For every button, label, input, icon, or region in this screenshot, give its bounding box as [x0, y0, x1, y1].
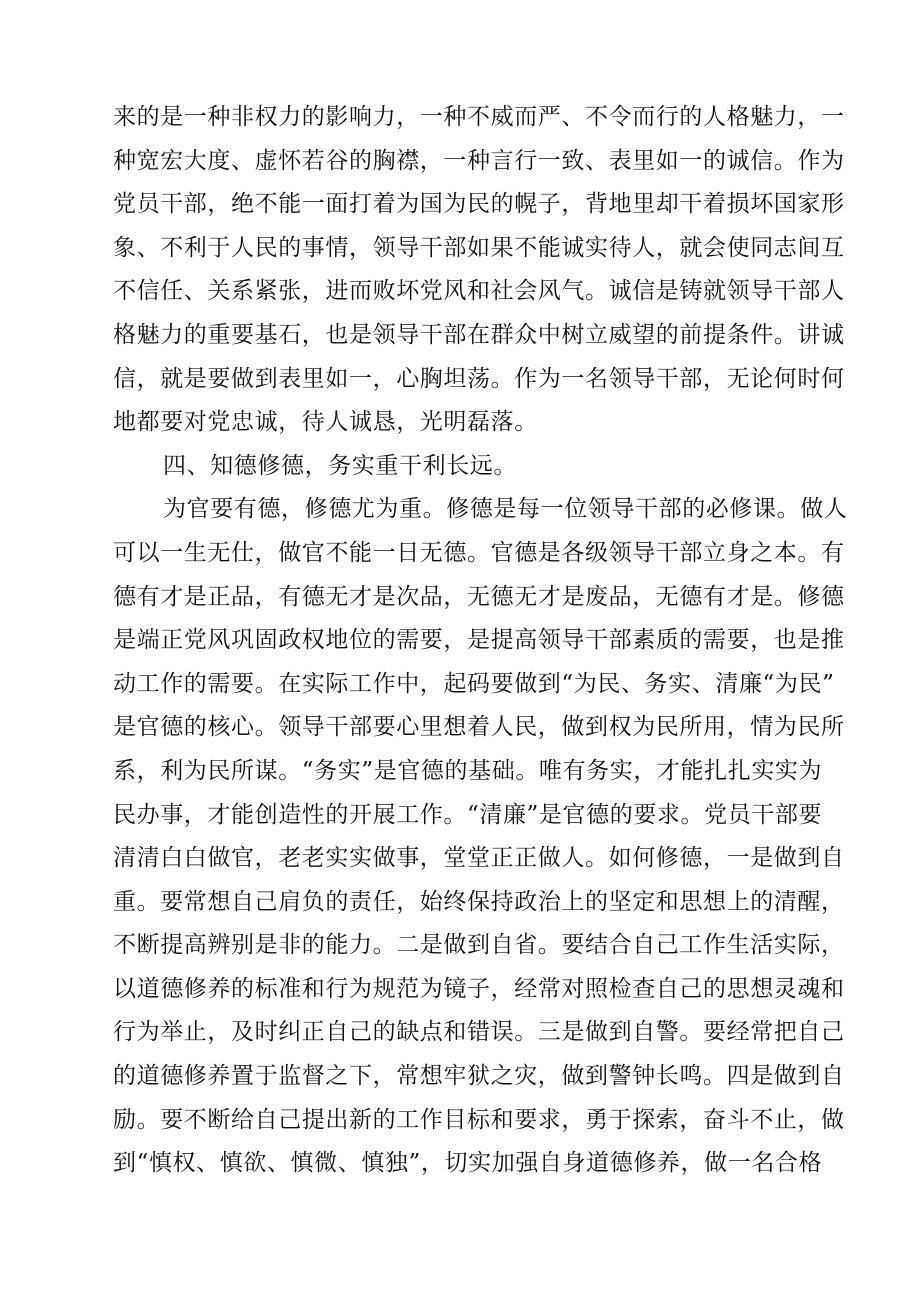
text-line: 德有才是正品，有德无才是次品，无德无才是废品，无德有才是。修德	[113, 583, 845, 610]
text-line: 格魅力的重要基石，也是领导干部在群众中树立威望的前提条件。讲诚	[113, 321, 845, 348]
text-line: 来的是一种非权力的影响力，一种不威而严、不令而行的人格魅力，一	[113, 104, 845, 130]
text-line: 不信任、关系紧张，进而败坏党风和社会风气。诚信是铸就领导干部人	[113, 278, 845, 305]
text-line: 的道德修养置于监督之下，常想牢狱之灾，做到警钟长鸣。四是做到自	[113, 1063, 845, 1090]
text-line: 地都要对党忠诚，待人诚恳，光明磊落。	[113, 409, 538, 436]
text-line: 是官德的核心。领导干部要心里想着人民，做到权为民所用，情为民所	[113, 714, 845, 741]
text-line: 到“慎权、慎欲、慎微、慎独”，切实加强自身道德修养，做一名合格	[113, 1150, 823, 1177]
text-line: 系，利为民所谋。“务实”是官德的基础。唯有务实，才能扎扎实实为	[113, 757, 823, 784]
text-line: 是端正党风巩固政权地位的需要，是提高领导干部素质的需要，也是推	[113, 627, 845, 654]
text-line: 不断提高辨别是非的能力。二是做到自省。要结合自己工作生活实际，	[113, 932, 845, 959]
text-line: 动工作的需要。在实际工作中，起码要做到“为民、务实、清廉“为民”	[113, 670, 835, 697]
text-line: 以道德修养的标准和行为规范为镜子，经常对照检查自己的思想灵魂和	[113, 975, 845, 1002]
section-heading: 四、知德修德，务实重干利长远。	[163, 452, 517, 479]
text-line: 信，就是要做到表里如一，心胸坦荡。作为一名领导干部，无论何时何	[113, 365, 845, 392]
text-line: 重。要常想自己肩负的责任，始终保持政治上的坚定和思想上的清醒，	[113, 888, 845, 915]
text-line: 可以一生无仕，做官不能一日无德。官德是各级领导干部立身之本。有	[113, 539, 845, 566]
text-line: 种宽宏大度、虚怀若谷的胸襟，一种言行一致、表里如一的诚信。作为	[113, 147, 845, 174]
text-line: 党员干部，绝不能一面打着为国为民的幌子，背地里却干着损坏国家形	[113, 191, 845, 218]
text-line: 励。要不断给自己提出新的工作目标和要求，勇于探索，奋斗不止，做	[113, 1106, 845, 1133]
text-line: 行为举止，及时纠正自己的缺点和错误。三是做到自警。要经常把自己	[113, 1019, 845, 1046]
document-body	[113, 96, 848, 1186]
text-line: 民办事，才能创造性的开展工作。“清廉”是官德的要求。党员干部要	[113, 801, 823, 828]
text-line: 为官要有德，修德尤为重。修德是每一位领导干部的必修课。做人	[163, 496, 848, 523]
text-line: 清清白白做官，老老实实做事，堂堂正正做人。如何修德，一是做到自	[113, 845, 845, 872]
text-line: 象、不利于人民的事情，领导干部如果不能诚实待人，就会使同志间互	[113, 234, 845, 261]
